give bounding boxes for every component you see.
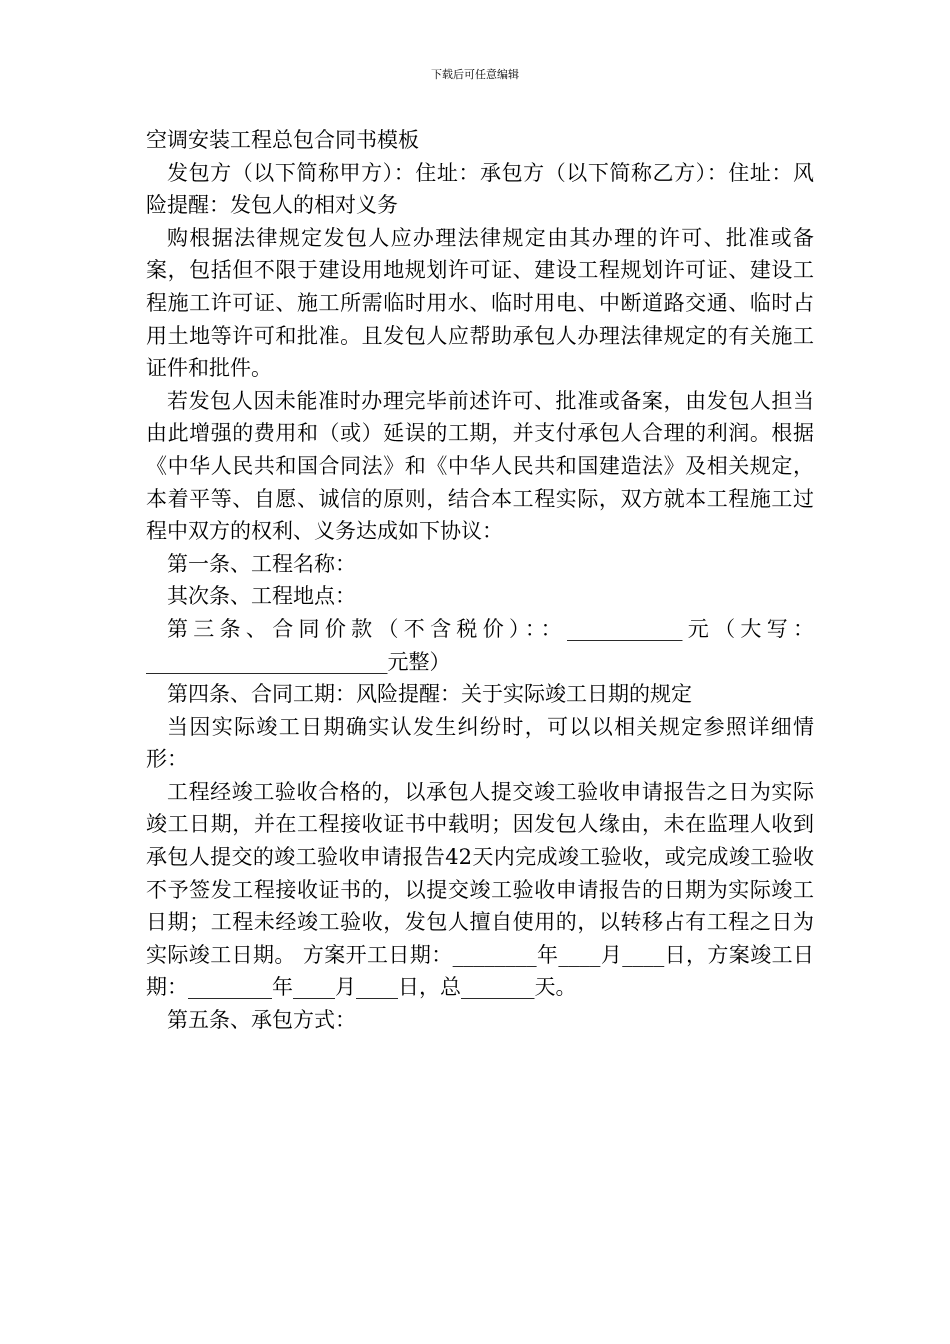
document-body [146, 124, 814, 1037]
paragraph-liability: 若发包人因未能准时办理完毕前述许可、批准或备案，由发包人担当由此增强的费用和（或）延误的工期，并支付承包人合理的利润。根据《中华人民共和国合同法》和《中华人民共和国建造法》及相关规定，本着平等、自愿、诚信的原则，结合本工程实际，双方就本工程施工过程中双方的权利、义务达成如下协议： [146, 388, 814, 544]
clause-contract-method: 第五条、承包方式： [167, 1008, 356, 1033]
clause-project-location: 其次条、工程地点： [167, 584, 356, 609]
document-title: 空调安装工程总包合同书模板 [146, 128, 419, 152]
clause-contract-price: 第三条、合同价款（不含税价）：：___________元（大写：_______________________元整） [146, 616, 814, 674]
paragraph-parties: 发包方（以下简称甲方）：住址：承包方（以下简称乙方）：住址：风险提醒：发包人的相对义务 [146, 160, 814, 218]
page-header-note: 下载后可任意编辑 [431, 68, 519, 81]
clause-contract-period: 第四条、合同工期：风险提醒：关于实际竣工日期的规定 [167, 682, 692, 707]
paragraph-completion-dispute: 当因实际竣工日期确实认发生纠纷时，可以以相关规定参照详细情形： [146, 714, 814, 772]
paragraph-permits: 购根据法律规定发包人应办理法律规定由其办理的许可、批准或备案，包括但不限于建设用地规划许可证、建设工程规划许可证、建设工程施工许可证、施工所需临时用水、临时用电、中断道路交通、临时占用土地等许可和批准。且发包人应帮助承包人办理法律规定的有关施工证件和批件。 [146, 225, 814, 381]
paragraph-completion-rules: 工程经竣工验收合格的，以承包人提交竣工验收申请报告之日为实际竣工日期，并在工程接收证书中载明；因发包人缘由，未在监理人收到承包人提交的竣工验收申请报告42天内完成竣工验收，或完成竣工验收不予签发工程接收证书的，以提交竣工验收申请报告的日期为实际竣工日期；工程未经竣工验收，发包人擅自使用的，以转移占有工程之日为实际竣工日期。 方案开工日期：________年____月____日，方案竣工日期：________年____月____日，总_______天。 [146, 779, 814, 1000]
clause-project-name: 第一条、工程名称： [167, 551, 356, 576]
